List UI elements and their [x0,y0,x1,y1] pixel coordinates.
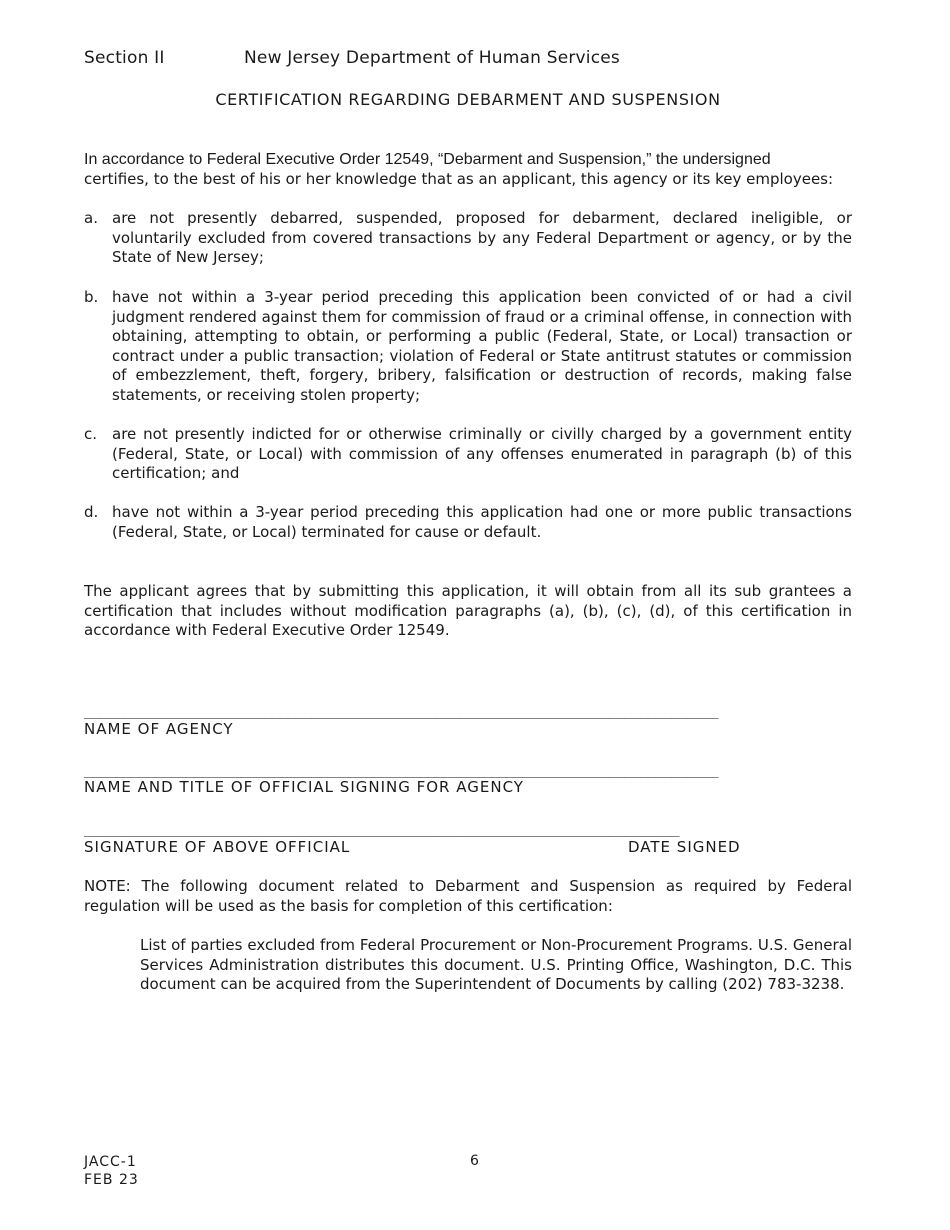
agency-name-label: NAME OF AGENCY [84,720,234,738]
official-name-title-line[interactable]: _________________________________________________________________________________ [84,762,719,778]
list-item-letter: b. [84,288,99,306]
page-header [84,48,620,68]
official-name-title-label: NAME AND TITLE OF OFFICIAL SIGNING FOR AGENCY [84,778,524,796]
footer-form-info [84,1153,139,1189]
signature-label: SIGNATURE OF ABOVE OFFICIAL [84,838,351,856]
note-reference-paragraph: List of parties excluded from Federal Procurement or Non-Procurement Programs. U.S. General Services Administration distributes this document. U.S. Printing Office, Washington, D.C. This document can be acquired from the Superintendent of Documents by calling (202) 783-3238. [140,936,852,993]
agreement-paragraph: The applicant agrees that by submitting this application, it will obtain from all its sub grantees a certification that includes without modification paragraphs (a), (b), (c), (d), of this certification in accordance with Federal Executive Order 12549. [84,582,852,639]
list-item-a [84,209,852,268]
date-signed-label: DATE SIGNED [628,838,741,856]
list-item-c [84,425,852,484]
list-item-letter: a. [84,209,98,227]
agency-name-line[interactable]: _________________________________________________________________________________ [84,703,719,719]
list-item-text: are not presently debarred, suspended, proposed for debarment, declared ineligible, or voluntarily excluded from covered transactions by any Federal Department or agency, or by the State of New Jersey; [112,209,852,266]
list-item-text: have not within a 3-year period preceding this application had one or more public transactions (Federal, State, or Local) terminated for cause or default. [112,503,852,541]
footer-form-date: FEB 23 [84,1172,139,1188]
intro-line-1: In accordance to Federal Executive Order 12549, “Debarment and Suspension,” the undersigned [84,151,771,168]
list-item-text: have not within a 3-year period preceding this application been convicted of or had a civil judgment rendered against them for commission of fraud or a criminal offense, in connection with obtaining, attempting to obtain, or performing a public (Federal, State, or Local) transaction or contract under a public transaction; violation of Federal or State antitrust statutes or commission of embezzlement, theft, forgery, bribery, falsification or destruction of records, making false statements, or receiving stolen property; [112,288,852,404]
intro-paragraph [84,150,852,189]
document-title: CERTIFICATION REGARDING DEBARMENT AND SUSPENSION [215,90,721,109]
intro-line-2: certifies, to the best of his or her knowledge that as an applicant, this agency or its key employees: [84,169,834,188]
list-item-b [84,288,852,405]
section-label: Section II [84,48,165,68]
list-item-letter: d. [84,503,99,521]
page-number: 6 [470,1153,479,1169]
list-item-letter: c. [84,425,98,443]
list-item-d [84,503,852,542]
signature-line[interactable]: ____________________________________________________________________________ [84,821,679,837]
footer-form-id: JACC-1 [84,1154,137,1170]
note-paragraph: NOTE: The following document related to Debarment and Suspension as required by Federal regulation will be used as the basis for completion of this certification: [84,877,852,915]
department-name: New Jersey Department of Human Services [244,48,620,68]
list-item-text: are not presently indicted for or otherwise criminally or civilly charged by a government entity (Federal, State, or Local) with commission of any offenses enumerated in paragraph (b) of this certification; and [112,425,852,482]
